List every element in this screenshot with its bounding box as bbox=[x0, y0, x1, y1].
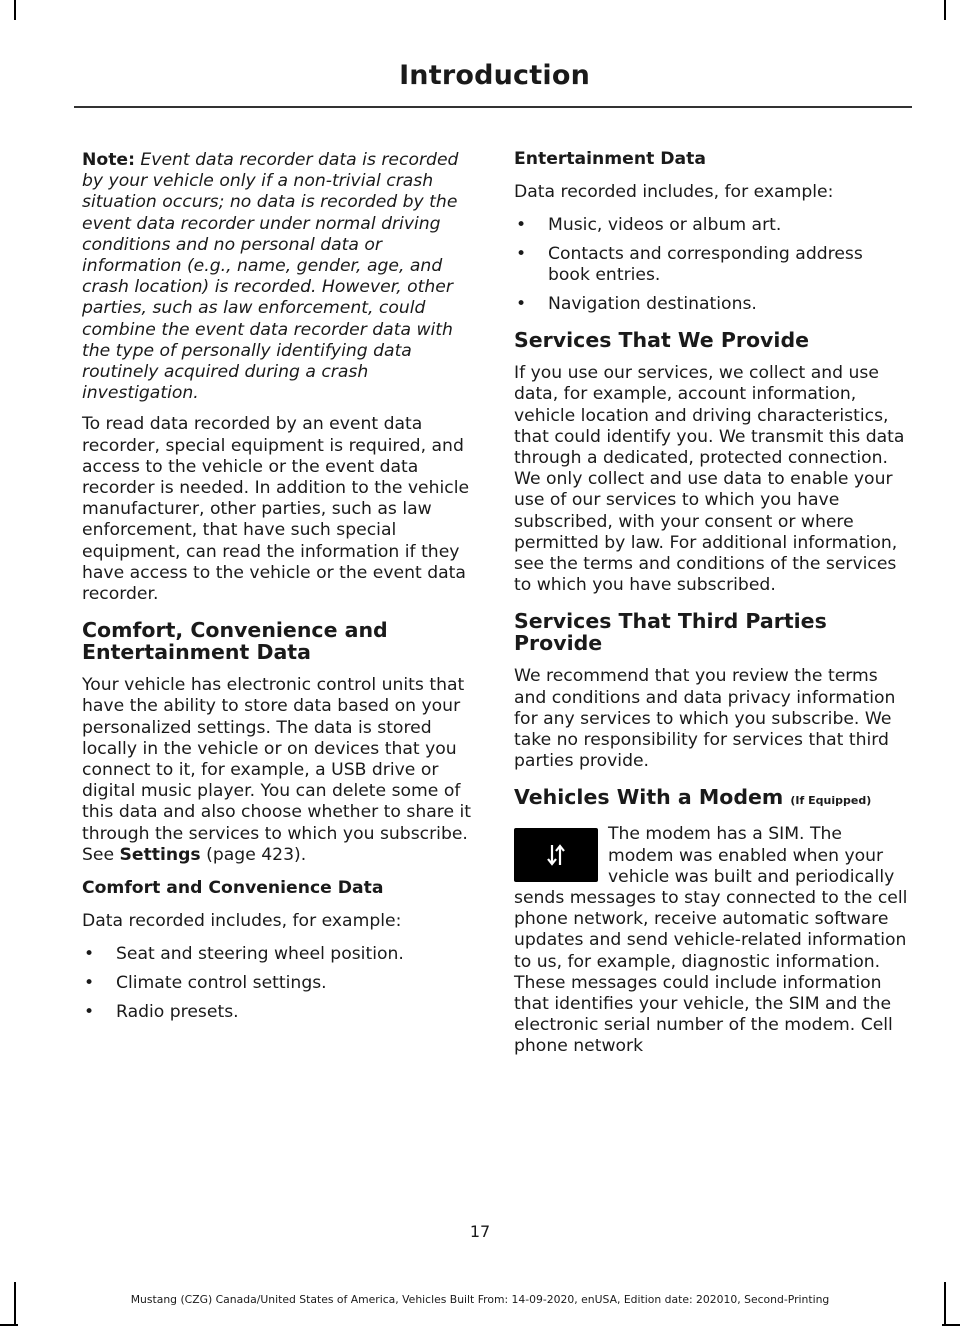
heading-services-we-provide: Services That We Provide bbox=[514, 328, 810, 353]
comfort-data-list bbox=[82, 944, 474, 1023]
modem-qualifier: (If Equipped) bbox=[790, 794, 872, 808]
comfort-includes-text: Data recorded includes, for example: bbox=[82, 911, 402, 932]
crop-mark-top-right bbox=[944, 0, 946, 20]
page-title: Introduction bbox=[399, 60, 590, 91]
note bbox=[82, 150, 474, 404]
list-item: • Seat and steering wheel position. bbox=[82, 944, 474, 965]
control-units-text: Your vehicle has electronic control units that have the ability to store data based on your personalized settings. The data is stored locally in the vehicle or on devices that you connect to it, for example, a USB drive or digital music player. You can delete some of this data and also choose whether to share it through the services to which you subscribe. See bbox=[82, 675, 472, 865]
heading-comfort-convenience: Comfort and Convenience Data bbox=[82, 878, 384, 899]
right-column bbox=[514, 150, 908, 1070]
modem-data-transfer-icon bbox=[514, 828, 598, 882]
entertainment-includes-text: Data recorded includes, for example: bbox=[514, 182, 834, 202]
third-party-paragraph: We recommend that you review the terms and conditions and data privacy information for any services to which you subscribe. We take no responsibility for services that third parties provide. bbox=[514, 666, 896, 772]
services-paragraph: If you use our services, we collect and use data, for example, account information, vehicle location and driving characteristics, that could identify you. We transmit this data through a dedicated, protected connection. We only collect and use data to enable your use of our services to which you have subscribed, with your consent or where permitted by law. For additional information, see the terms and conditions of the services to which you have subscribed. bbox=[514, 363, 905, 596]
edr-read-paragraph: To read data recorded by an event data recorder, special equipment is required, and access to the vehicle or the event data recorder is needed. In addition to the vehicle manufacturer, other parties, such as law enforcement, that have such special equipment, can read the information if they have access to the vehicle or the event data recorder. bbox=[82, 414, 470, 605]
header-divider bbox=[74, 106, 912, 108]
footer-text: Mustang (CZG) Canada/United States of America, Vehicles Built From: 14-09-2020, enUSA, Edition date: 202010, Second-Printing bbox=[130, 1293, 830, 1306]
crop-mark-bottom-right-h bbox=[942, 1324, 960, 1326]
heading-entertainment-data: Entertainment Data bbox=[514, 149, 706, 169]
crop-mark-top-left bbox=[14, 0, 16, 20]
crop-mark-bottom-left-h bbox=[0, 1324, 18, 1326]
settings-page-ref: (page 423). bbox=[206, 844, 307, 865]
page-number: 17 bbox=[469, 1222, 491, 1241]
note-text: Event data recorder data is recorded by your vehicle only if a non-trivial crash situation occurs; no data is recorded by the event data recorder under normal driving conditions and no personal data or information (e.g., name, gender, age, and crash location) is recorded. However, other parties, such as law enforcement, could combine the event data recorder data with the type of personally identifying data routinely acquired during a crash investigation. bbox=[82, 150, 459, 404]
entertainment-data-list bbox=[514, 215, 908, 315]
list-item: • Climate control settings. bbox=[82, 973, 474, 994]
list-item: • Contacts and corresponding address book entries. bbox=[514, 244, 908, 286]
note-label: Note: bbox=[82, 150, 135, 170]
list-item: • Music, videos or album art. bbox=[514, 215, 908, 236]
modem-paragraph: The modem has a SIM. The modem was enabled when your vehicle was built and periodically sends messages to stay connected to the cell phone network, receive automatic software updates and send vehicle-related information to us, for example, diagnostic information. These messages could include information that identifies your vehicle, the SIM and the electronic serial number of the modem. Cell phone network bbox=[514, 824, 908, 1057]
list-item: • Radio presets. bbox=[82, 1002, 474, 1023]
heading-third-party-services: Services That Third Parties Provide bbox=[514, 609, 827, 656]
left-column bbox=[82, 150, 474, 1033]
control-units-paragraph bbox=[82, 675, 474, 866]
list-item: • Navigation destinations. bbox=[514, 294, 908, 315]
heading-vehicles-with-modem bbox=[514, 786, 908, 812]
modem-heading-text: Vehicles With a Modem bbox=[514, 785, 784, 810]
settings-link[interactable]: Settings bbox=[119, 844, 201, 865]
heading-comfort-entertainment: Comfort, Convenience and Entertainment Data bbox=[82, 618, 388, 665]
